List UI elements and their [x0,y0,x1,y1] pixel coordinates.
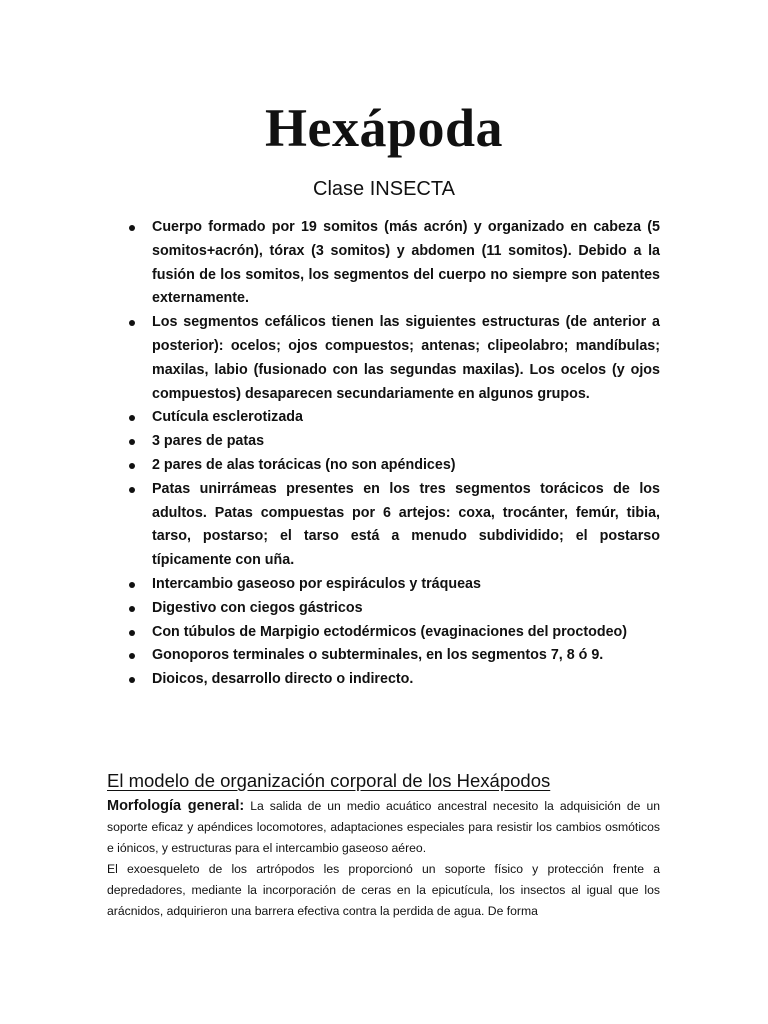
list-item-text: Gonoporos terminales o subterminales, en los segmentos 7, 8 ó 9. [152,647,604,664]
document-subtitle: Clase INSECTA [313,178,455,200]
list-item-text: Intercambio gaseoso por espiráculos y tráqueas [152,575,481,592]
list-item-text: Patas unirrámeas presentes en los tres segmentos torácicos de los adultos. Patas compuestas por 6 artejos: coxa, trocánter, femúr, tibia, tarso, postarso; el tarso está a menudo subdividido; el postarso típicamente con uña. [152,480,660,569]
list-item [107,216,660,311]
exoskeleton-paragraph: El exoesqueleto de los artrópodos les proporcionó un soporte físico y protección frente a depredadores, mediante la incorporación de ceras en la epicutícula, los insectos al igual que los arácnidos, adquirieron una barrera efectiva contra la perdida de agua. De forma [107,862,660,918]
bullet-icon [129,630,135,636]
list-item-text: 2 pares de alas torácicas (no son apéndices) [152,456,456,473]
morphology-text: La salida de un medio acuático ancestral necesito la adquisición de un soporte eficaz y apéndices locomotores, adaptaciones especiales para resistir los cambios osmóticos e iónicos, y estructuras para el intercambio gaseoso aéreo. [107,799,661,855]
bullet-icon [129,415,135,421]
morphology-paragraph [107,796,660,859]
characteristics-list [107,216,660,692]
list-item-text: Digestivo con ciegos gástricos [152,599,363,616]
list-item-text: Los segmentos cefálicos tienen las siguientes estructuras (de anterior a posterior): ocelos; ojos compuestos; antenas; clipeolabro; mandíbulas; maxilas, labio (fusionado con las segundas maxilas). Los ocelos (y ojos compuestos) desaparecen secundariamente en algunos grupos. [152,314,660,402]
document-title: Hexápoda [264,98,504,158]
bullet-icon [129,320,135,326]
list-item-text: Cutícula esclerotizada [152,409,303,426]
list-item [107,668,660,692]
bullet-icon [129,463,135,469]
morphology-label: Morfología general: [107,798,245,814]
list-item [107,478,660,573]
list-item [107,597,660,621]
bullet-icon [129,653,135,659]
list-item [107,621,660,645]
bullet-icon [129,225,135,231]
list-item-text: Con túbulos de Marpigio ectodérmicos (evaginaciones del proctodeo) [152,623,628,640]
list-item [107,406,660,430]
bullet-icon [129,582,135,588]
list-item [107,573,660,597]
list-item [107,644,660,668]
list-item [107,454,660,478]
bullet-icon [129,439,135,445]
bullet-icon [129,606,135,612]
list-item-text: 3 pares de patas [152,433,265,450]
section-heading: El modelo de organización corporal de los Hexápodos [107,770,551,791]
list-item [107,430,660,454]
list-item [107,311,660,406]
list-item-text: Cuerpo formado por 19 somitos (más acrón) y organizado en cabeza (5 somitos+acrón), tórax (3 somitos) y abdomen (11 somitos). Debido a la fusión de los somitos, los segmentos del cuerpo no siempre son patentes externamente. [152,219,660,307]
bullet-icon [129,487,135,493]
bullet-icon [129,677,135,683]
section-body [107,796,660,922]
list-item-text: Dioicos, desarrollo directo o indirecto. [152,671,414,688]
